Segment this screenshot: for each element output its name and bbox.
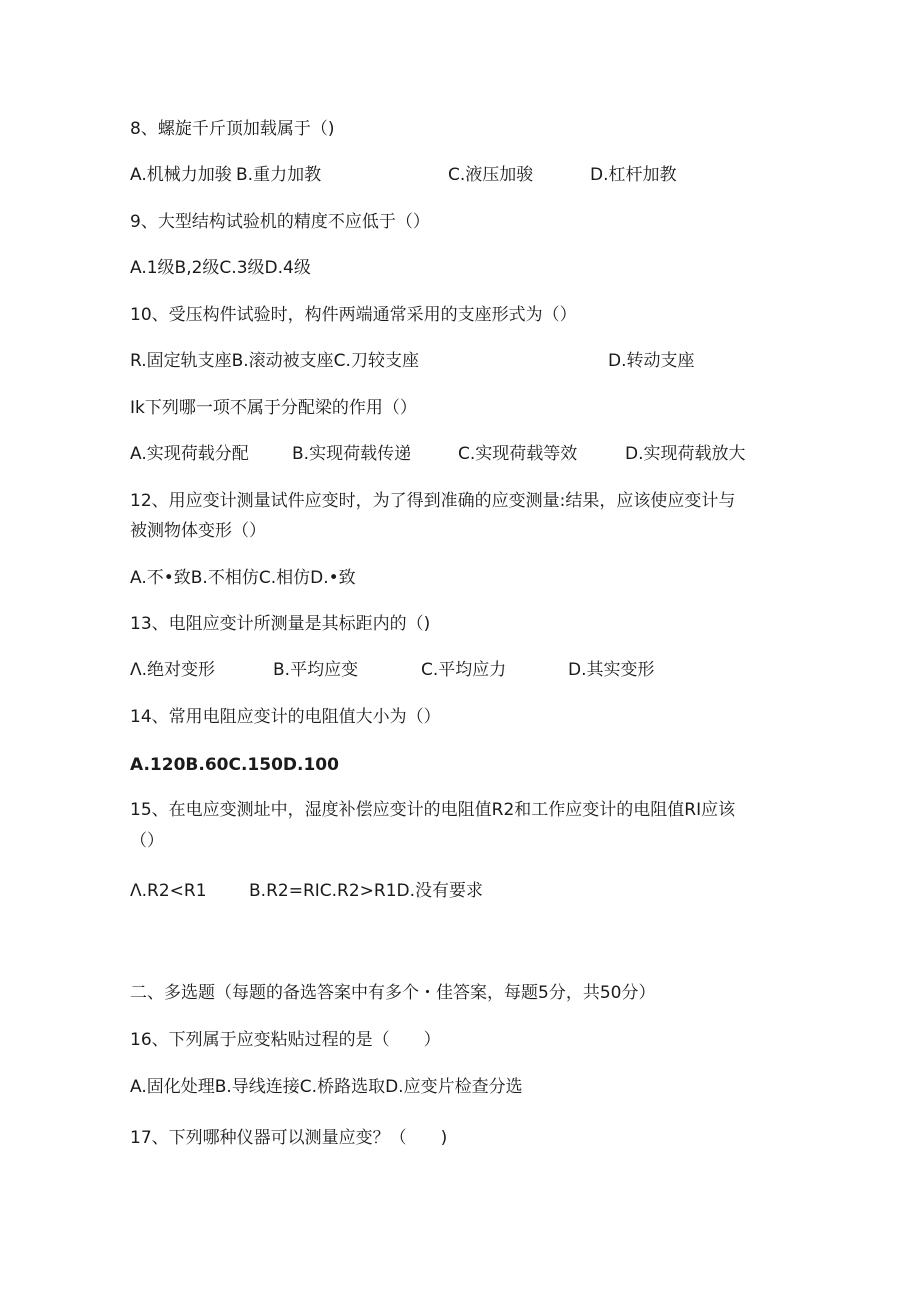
- question-17-stem: 17、下列哪种仪器可以测量应变？（ ): [130, 1128, 448, 1148]
- q8-option-d: D.杠杆加教: [590, 165, 677, 185]
- question-12-stem-line1: 12、用应变计测量试件应变时，为了得到准确的应变测量:结果，应该使应变计与: [130, 491, 736, 511]
- q11-option-c: C.实现荷载等效: [458, 444, 578, 464]
- question-9-options: A.1级B,2级C.3级D.4级: [130, 258, 311, 278]
- q10-option-d: D.转动支座: [608, 351, 695, 371]
- q8-option-c: C.液压加骏: [448, 165, 534, 185]
- q8-option-a: A.机械力加骏: [130, 165, 232, 185]
- question-15-stem-line2: （）: [130, 831, 164, 851]
- q15-options-bcd: B.R2=RIC.R2>R1D.没有要求: [249, 881, 484, 901]
- question-14-options: A.120B.60C.150D.100: [130, 755, 339, 775]
- q11-option-a: A.实现荷载分配: [130, 444, 249, 464]
- q13-option-a: Λ.绝对变形: [130, 660, 216, 680]
- question-16-stem: 16、下列属于应变粘贴过程的是（ ）: [130, 1030, 441, 1050]
- question-10-stem: 10、受压构件试验时，构件两端通常采用的支座形式为（）: [130, 305, 577, 325]
- q13-option-c: C.平均应力: [421, 660, 507, 680]
- q11-option-d: D.实现荷载放大: [625, 444, 746, 464]
- question-8-stem: 8、螺旋千斤顶加载属于（): [130, 119, 335, 139]
- section-2-heading: 二、多选题（每题的备选答案中有多个・佳答案，每题5分，共50分）: [130, 983, 656, 1003]
- question-9-stem: 9、大型结构试验机的精度不应低于（）: [130, 212, 430, 232]
- question-14-stem: 14、常用电阻应变计的电阻值大小为（）: [130, 707, 441, 727]
- question-12-options: A.不•致B.不相仿C.相仿D.•致: [130, 568, 356, 588]
- q11-option-b: B.实现荷载传递: [292, 444, 412, 464]
- q15-option-a: Λ.R2<R1: [130, 881, 207, 901]
- q13-option-d: D.其实变形: [568, 660, 655, 680]
- q10-options-abc: R.固定轨支座B.滚动被支座C.刀较支座: [130, 351, 419, 371]
- question-12-stem-line2: 被测物体变形（）: [130, 521, 266, 541]
- question-13-stem: 13、电阻应变计所测量是其标距内的（): [130, 614, 431, 634]
- q13-option-b: B.平均应变: [273, 660, 359, 680]
- question-16-options: A.固化处理B.导线连接C.桥路选取D.应变片检查分选: [130, 1077, 523, 1097]
- q8-option-b: B.重力加教: [236, 165, 322, 185]
- question-15-stem-line1: 15、在电应变测址中，湿度补偿应变计的电阻值R2和工作应变计的电阻值RI应该: [130, 800, 736, 820]
- question-11-stem: Ik下列哪一项不属于分配梁的作用（）: [130, 398, 417, 418]
